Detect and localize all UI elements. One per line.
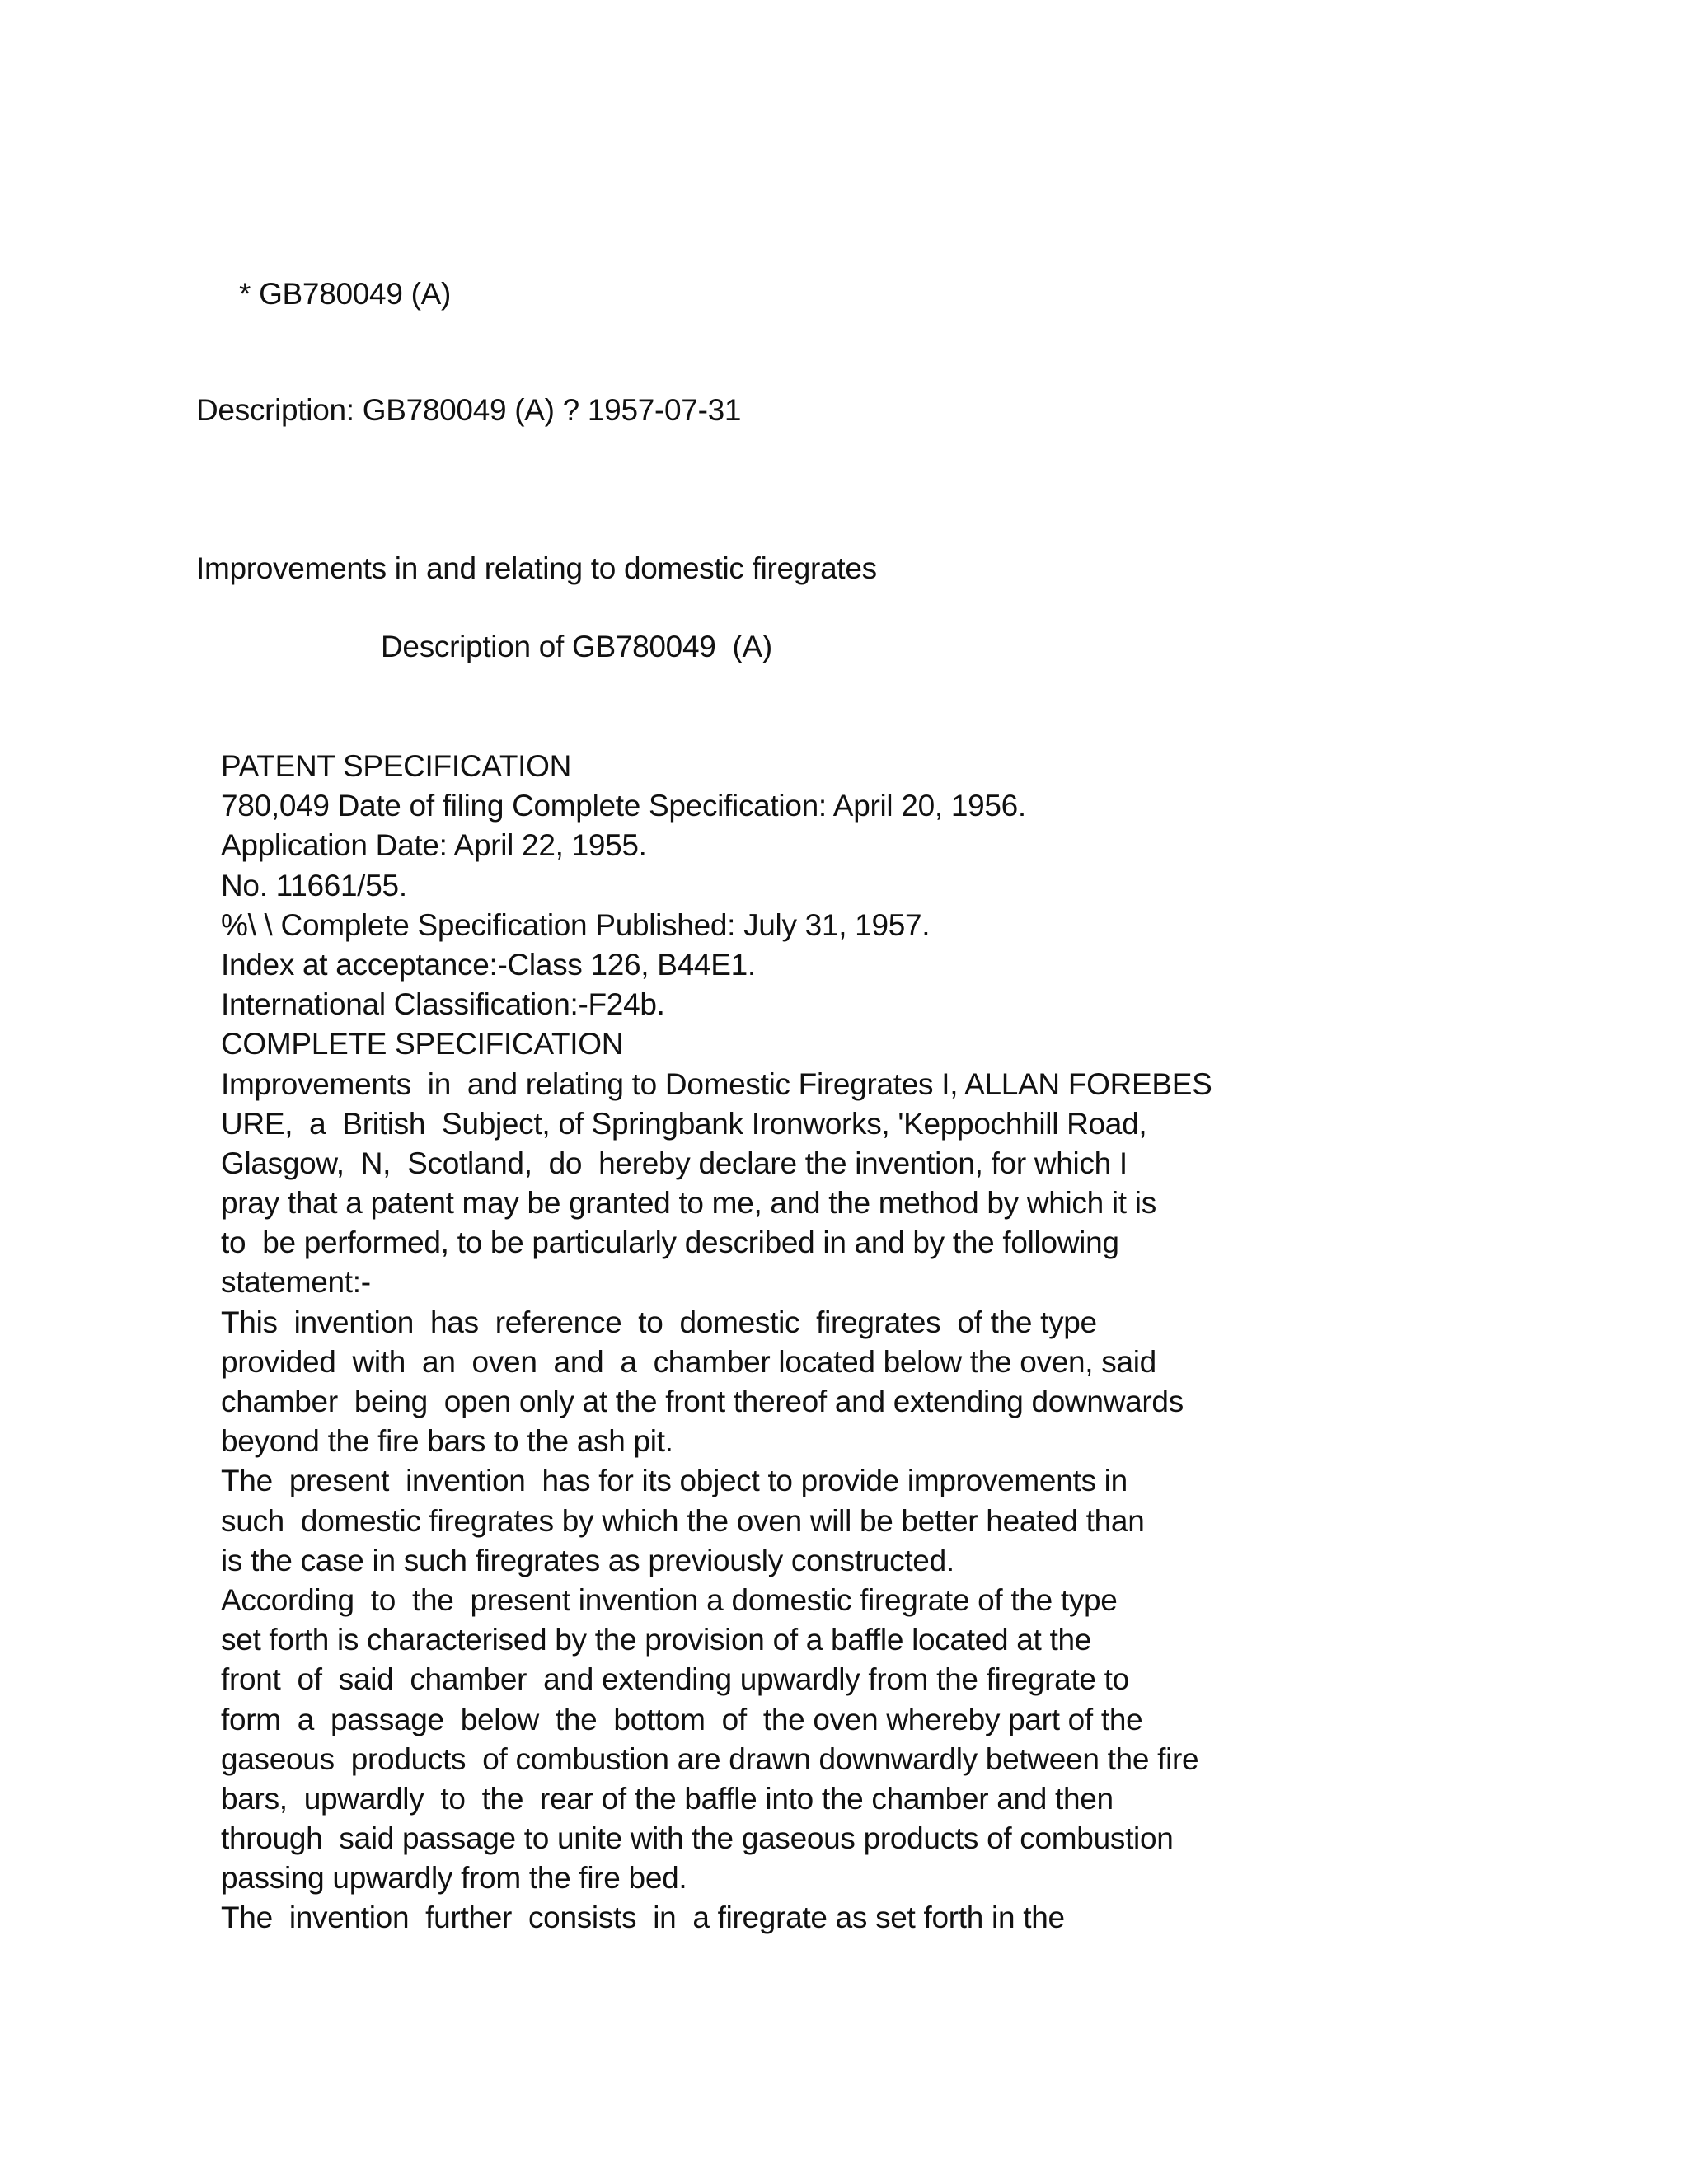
document-title: Improvements in and relating to domestic firegrates — [196, 551, 877, 585]
body-line: According to the present invention a domestic firegrate of the type — [221, 1582, 1118, 1617]
specification-body — [221, 747, 1639, 1938]
body-line: such domestic firegrates by which the oven will be better heated than — [221, 1503, 1145, 1538]
body-line: statement:- — [221, 1265, 371, 1300]
body-line: through said passage to unite with the gaseous products of combustion — [221, 1821, 1174, 1856]
body-line: is the case in such firegrates as previously constructed. — [221, 1543, 954, 1577]
body-line: Improvements in and relating to Domestic Firegrates I, ALLAN FOREBES — [221, 1066, 1212, 1101]
description-line: Description: GB780049 (A) ? 1957-07-31 — [196, 393, 742, 427]
body-line: gaseous products of combustion are drawn downwardly between the fire — [221, 1741, 1199, 1776]
body-line: beyond the fire bars to the ash pit. — [221, 1424, 673, 1459]
body-line: Application Date: April 22, 1955. — [221, 828, 647, 863]
body-line: %\ \ Complete Specification Published: July 31, 1957. — [221, 907, 931, 942]
body-line: No. 11661/55. — [221, 868, 407, 902]
description-subheading: Description of GB780049 (A) — [381, 630, 772, 663]
body-line: Index at acceptance:-Class 126, B44E1. — [221, 947, 756, 982]
body-line: COMPLETE SPECIFICATION — [221, 1027, 624, 1062]
body-line: chamber being open only at the front thereof and extending downwards — [221, 1385, 1184, 1418]
patent-reference: * GB780049 (A) — [239, 277, 452, 311]
body-line: to be performed, to be particularly described in and by the following — [221, 1226, 1119, 1260]
body-line: form a passage below the bottom of the oven whereby part of the — [221, 1702, 1143, 1736]
body-line: set forth is characterised by the provision of a baffle located at the — [221, 1623, 1092, 1657]
body-line: This invention has reference to domestic firegrates of the type — [221, 1305, 1097, 1339]
body-line: The present invention has for its object to provide improvements in — [221, 1464, 1128, 1498]
body-line: bars, upwardly to the rear of the baffle into the chamber and then — [221, 1781, 1114, 1816]
body-line: 780,049 Date of filing Complete Specification: April 20, 1956. — [221, 789, 1026, 823]
body-line: PATENT SPECIFICATION — [221, 749, 572, 783]
body-line: URE, a British Subject, of Springbank Ironworks, 'Keppochhill Road, — [221, 1106, 1147, 1141]
body-line: Glasgow, N, Scotland, do hereby declare the invention, for which I — [221, 1146, 1128, 1180]
body-line: International Classification:-F24b. — [221, 987, 665, 1022]
body-line: pray that a patent may be granted to me, and the method by which it is — [221, 1186, 1156, 1221]
body-line: provided with an oven and a chamber located below the oven, said — [221, 1344, 1156, 1379]
body-line: The invention further consists in a firegrate as set forth in the — [221, 1900, 1065, 1935]
body-line: passing upwardly from the fire bed. — [221, 1861, 687, 1896]
body-line: front of said chamber and extending upwardly from the firegrate to — [221, 1662, 1129, 1697]
